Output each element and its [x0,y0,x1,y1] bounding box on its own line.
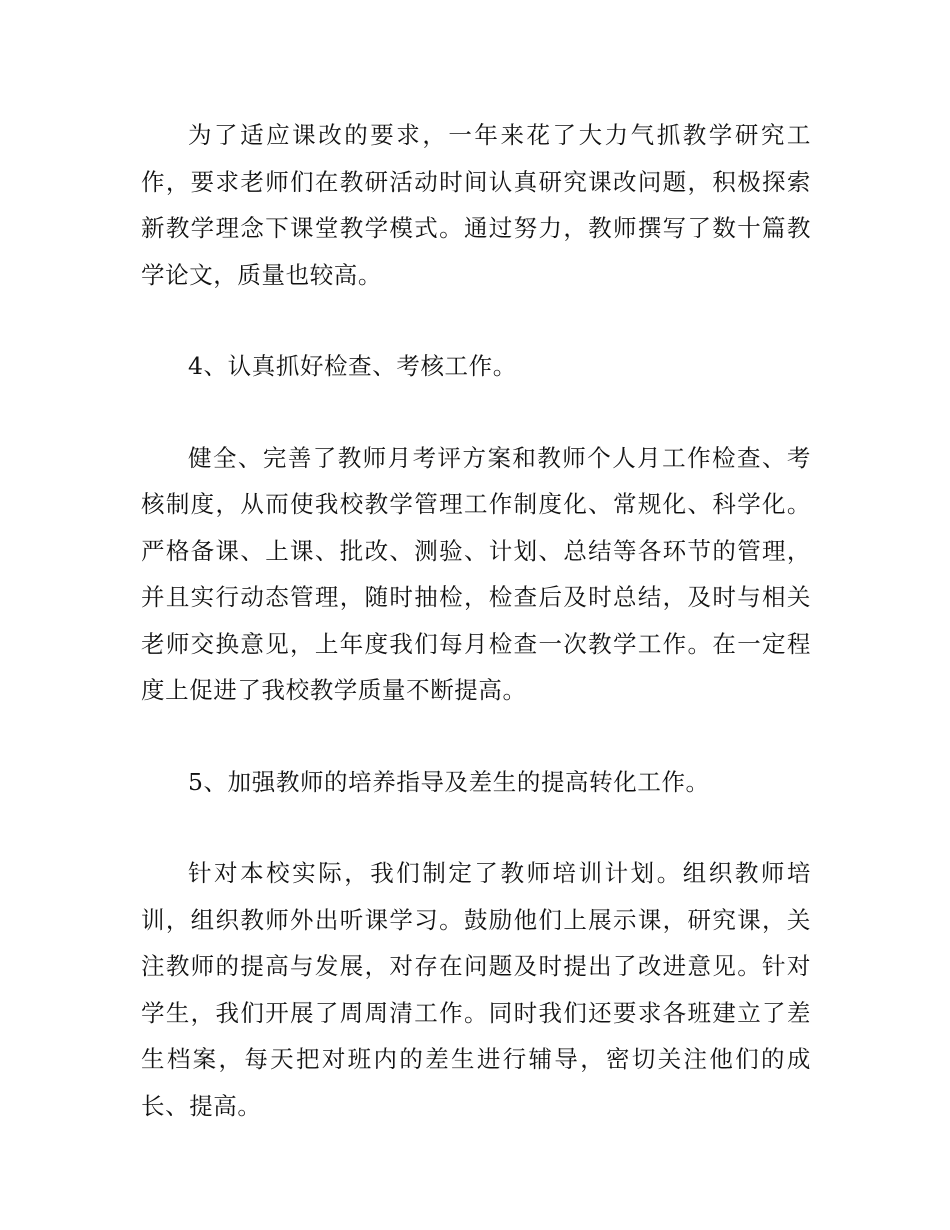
document-page [141,112,811,1129]
paragraph-teacher-training: 针对本校实际，我们制定了教师培训计划。组织教师培训，组织教师外出听课学习。鼓励他们上展示课，研究课，关注教师的提高与发展，对存在问题及时提出了改进意见。针对学生，我们开展了周周清工作。同时我们还要求各班建立了差生档案，每天把对班内的差生进行辅导，密切关注他们的成长、提高。 [141,859,811,1120]
paragraph-teaching-research: 为了适应课改的要求，一年来花了大力气抓教学研究工作，要求老师们在教研活动时间认真研究课改问题，积极探索新教学理念下课堂教学模式。通过努力，教师撰写了数十篇教学论文，质量也较高。 [141,121,811,289]
paragraph-inspection: 健全、完善了教师月考评方案和教师个人月工作检查、考核制度，从而使我校教学管理工作制度化、常规化、科学化。严格备课、上课、批改、测验、计划、总结等各环节的管理，并且实行动态管理，随时抽检，检查后及时总结，及时与相关老师交换意见，上年度我们每月检查一次教学工作。在一定程度上促进了我校教学质量不断提高。 [141,443,811,704]
section-heading-5: 5、加强教师的培养指导及差生的提高转化工作。 [188,767,710,796]
section-heading-4: 4、认真抓好检查、考核工作。 [188,352,517,380]
